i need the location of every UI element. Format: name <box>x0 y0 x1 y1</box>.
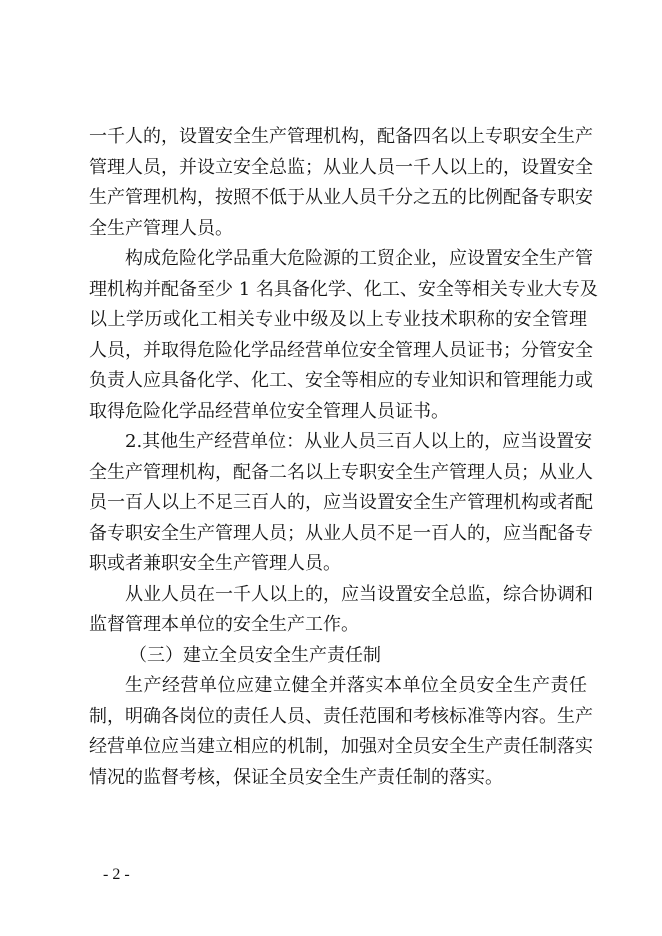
text-line: 情况的监督考核，保证全员安全生产责任制的落实。 <box>89 766 503 788</box>
text-line: 制，明确各岗位的责任人员、责任范围和考核标准等内容。生产 <box>89 705 593 727</box>
page-number: - 2 - <box>103 866 130 883</box>
text-line: 以上学历或化工相关专业中级及以上专业技术职称的安全管理 <box>89 309 587 330</box>
text-line: 生产经营单位应建立健全并落实本单位全员安全生产责任 <box>125 675 587 696</box>
text-line: 取得危险化学品经营单位安全管理人员证书。 <box>89 400 449 422</box>
body-text <box>89 122 598 793</box>
text-line: 负责人应具备化学、化工、安全等相应的专业知识和管理能力或 <box>89 370 593 391</box>
text-line: 一千人的，设置安全生产管理机构，配备四名以上专职安全生产 <box>89 126 593 147</box>
section-heading: （三）建立全员安全生产责任制 <box>129 644 381 666</box>
text-line: 职或者兼职安全生产管理人员。 <box>89 553 341 574</box>
text-line: 管理人员，并设立安全总监；从业人员一千人以上的，设置安全 <box>89 156 593 178</box>
text-line: 2.其他生产经营单位：从业人员三百人以上的，应当设置安 <box>125 431 593 452</box>
text-line: 从业人员在一千人以上的，应当设置安全总监，综合协调和 <box>125 583 593 605</box>
text-line: 经营单位应当建立相应的机制，加强对全员安全生产责任制落实 <box>89 736 593 757</box>
text-line: 监督管理本单位的安全生产工作。 <box>89 614 359 635</box>
text-line: 全生产管理人员。 <box>89 217 233 239</box>
text-line: 人员，并取得危险化学品经营单位安全管理人员证书；分管安全 <box>89 339 593 361</box>
text-line: 构成危险化学品重大危险源的工贸企业，应设置安全生产管 <box>125 248 593 269</box>
text-line: 理机构并配备至少 1 名具备化学、化工、安全等相关专业大专及 <box>89 278 598 300</box>
text-line: 全生产管理机构，配备二名以上专职安全生产管理人员；从业人 <box>89 461 593 483</box>
text-line: 员一百人以上不足三百人的，应当设置安全生产管理机构或者配 <box>89 492 593 513</box>
text-line: 备专职安全生产管理人员；从业人员不足一百人的，应当配备专 <box>89 522 593 544</box>
text-line: 生产管理机构，按照不低于从业人员千分之五的比例配备专职安 <box>89 187 593 208</box>
